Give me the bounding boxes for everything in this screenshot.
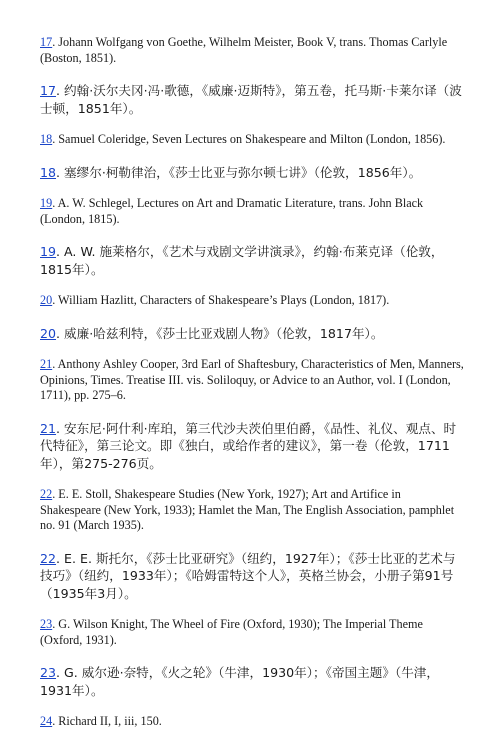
footnote-text: . 约翰·沃尔夫冈·冯·歌德，《威廉·迈斯特》，第五卷，托马斯·卡莱尔译（波士顿，1851年）。 — [40, 83, 462, 116]
footnote-link[interactable]: 22 — [40, 487, 53, 501]
footnote-text: . E. E. 斯托尔，《莎士比亚研究》（纽约，1927年）；《莎士比亚的艺术与技巧》（纽约，1933年）；《哈姆雷特这个人》，英格兰协会，小册子第91号（1935年3月）。 — [40, 550, 456, 601]
footnote-link[interactable]: 19 — [40, 196, 53, 210]
footnote-link[interactable]: 19 — [40, 244, 57, 259]
footnote-20-zh — [40, 325, 464, 343]
footnote-17-zh — [40, 82, 464, 117]
footnote-link[interactable]: 23 — [40, 665, 57, 680]
footnote-text: . 安东尼·阿什利·库珀，第三代沙夫茨伯里伯爵，《品性、礼仪、观点、时代特征》，第三论文。即《独白，或给作者的建议》，第一卷（伦敦，1711年），第275-276页。 — [40, 420, 457, 471]
footnote-link[interactable]: 18 — [40, 132, 53, 146]
footnote-23-zh — [40, 664, 464, 699]
footnote-text: . 威廉·哈兹利特，《莎士比亚戏剧人物》（伦敦，1817年）。 — [56, 325, 384, 341]
footnote-link[interactable]: 20 — [40, 293, 53, 307]
footnote-19-en — [40, 196, 464, 227]
footnote-23-en — [40, 617, 464, 648]
footnote-19-zh — [40, 243, 464, 278]
footnote-22-zh — [40, 550, 464, 603]
footnote-text: . G. 威尔逊·奈特，《火之轮》（牛津，1930年）；《帝国主题》（牛津，1931年）。 — [40, 665, 439, 698]
footnote-link[interactable]: 23 — [40, 617, 53, 631]
footnote-link[interactable]: 20 — [40, 325, 57, 341]
footnote-text: . G. Wilson Knight, The Wheel of Fire (Oxford, 1930); The Imperial Theme (Oxford, 1931). — [40, 617, 423, 647]
footnote-21-zh — [40, 420, 464, 473]
footnote-link[interactable]: 18 — [40, 164, 57, 180]
footnote-link[interactable]: 22 — [40, 550, 57, 566]
footnote-link[interactable]: 24 — [40, 714, 53, 728]
footnote-text: . William Hazlitt, Characters of Shakespeare’s Plays (London, 1817). — [52, 293, 390, 307]
footnote-22-en — [40, 487, 464, 534]
footnote-18-zh — [40, 164, 464, 182]
footnote-link[interactable]: 17 — [40, 35, 53, 49]
footnote-text: . Johann Wolfgang von Goethe, Wilhelm Meister, Book V, trans. Thomas Carlyle (Boston, 1851). — [40, 35, 448, 65]
footnote-text: . E. E. Stoll, Shakespeare Studies (New York, 1927); Art and Artifice in Shakespeare (New York, 1933); Hamlet the Man, The English Association, pamphlet no. 91 (March 1935). — [40, 487, 455, 532]
footnote-text: . A. W. Schlegel, Lectures on Art and Dramatic Literature, trans. John Black (London, 1815). — [40, 196, 424, 226]
footnote-text: . A. W. 施莱格尔，《艺术与戏剧文学讲演录》，约翰·布莱克译（伦敦，1815年）。 — [40, 244, 444, 277]
footnote-17-en — [40, 35, 464, 66]
footnote-text: . Samuel Coleridge, Seven Lectures on Shakespeare and Milton (London, 1856). — [52, 132, 446, 146]
footnote-24-en — [40, 714, 464, 730]
footnote-link[interactable]: 21 — [40, 420, 57, 436]
footnote-text: . Richard II, I, iii, 150. — [52, 714, 162, 728]
footnote-20-en — [40, 293, 464, 309]
footnote-18-en — [40, 132, 464, 148]
footnote-link[interactable]: 21 — [40, 357, 53, 371]
footnote-21-en — [40, 357, 464, 404]
footnote-text: . 塞缪尔·柯勒律治，《莎士比亚与弥尔顿七讲》（伦敦，1856年）。 — [56, 164, 422, 180]
footnote-link[interactable]: 17 — [40, 83, 57, 98]
footnote-text: . Anthony Ashley Cooper, 3rd Earl of Shaftesbury, Characteristics of Men, Manners, Opinions, Times. Treatise III. vis. Soliloquy, or Advice to an Author, vol. I (London, 1711), pp. 275–6. — [40, 357, 464, 402]
